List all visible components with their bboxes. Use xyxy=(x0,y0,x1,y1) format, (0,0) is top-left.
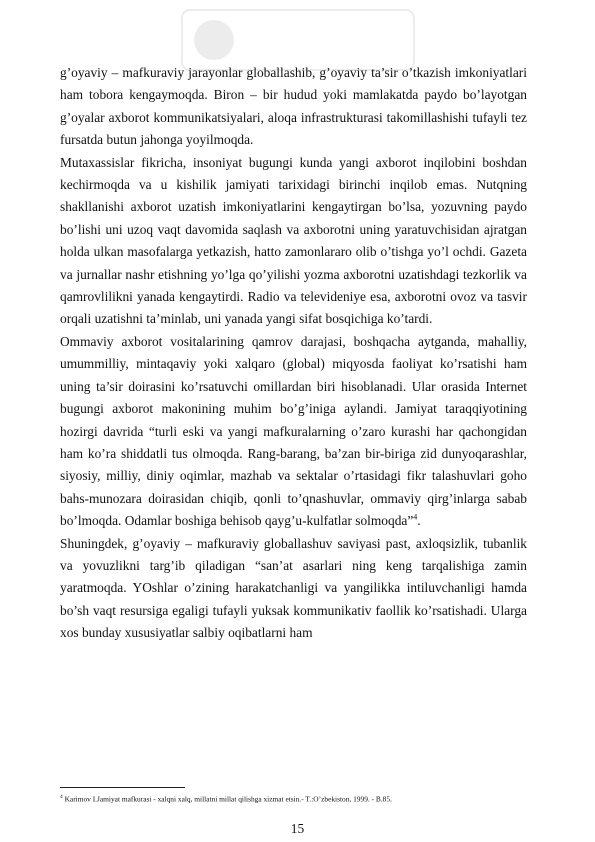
page-number: 15 xyxy=(290,821,305,836)
footnote-number: 4 xyxy=(60,794,63,800)
footnote-divider xyxy=(60,787,185,788)
paragraph-2: Mutaxassislar fikricha, insoniyat bugungi kunda yangi axborot inqilobini boshdan kechirmoqda va u kishilik jamiyati tarixidagi birinchi inqilob emas. Nutqning shakllanishi axborot uzatish imkoniyatlarini kengaytirgan bo’lsa, yozuvning paydo bo’lishi uni uzoq vaqt davomida saqlash va axborotni uning yaratuvchisidan ajratgan holda ulkan masofalarga yetkazish, hatto zamonlararo olib o’tishga yo’l ochdi. Gazeta va jurnallar nashr etishning yo’lga qo’yilishi yozma axborotni uzatishdagi tezkorlik va qamrovlilikni yanada kengaytirdi. Radio va televideniye esa, axborotni ovoz va tasvir orqali uzatishni ta’minlab, uni yanada yangi sifat bosqichiga ko’tardi. xyxy=(60,154,527,327)
paragraph-3-end: . xyxy=(417,513,421,529)
footnote-text: Karimov I.Jamiyat mafkurasi - xalqni xalq, millatni millat qilishga xizmat etsin.- T.:O’zbekiston, 1999. - B.85. xyxy=(62,794,392,804)
footnote xyxy=(60,792,540,804)
paragraph-3 xyxy=(60,331,527,533)
footnote-reference[interactable]: 4 xyxy=(413,512,418,522)
paragraph-4: Shuningdek, g’oyaviy – mafkuraviy globallashuv saviyasi past, axloqsizlik, tubanlik va yovuzlikni targ’ib qiladigan “san’at asarlari ning keng tarqalishiga zamin yaratmoqda. YOshlar o’zining harakatchanligi va yangilikka intiluvchanligi hamda bo’sh vaqt resursiga egaligi tufayli yuksak kommunikativ faollik ko’rsatishadi. Ularga xos bunday xususiyatlar salbiy oqibatlarni ham xyxy=(60,535,527,641)
document-body xyxy=(60,62,527,645)
paragraph-1: g’oyaviy – mafkuraviy jarayonlar globallashib, g’oyaviy ta’sir o’tkazish imkoniyatlari ham tobora kengaymoqda. Biron – bir hudud yoki mamlakatda paydo bo’layotgan g’oyalar axborot kommunikatsiyalari, aloqa infrastrukturasi takomillashishi tufayli tez fursatda butun jahonga yoyilmoqda. xyxy=(60,65,527,148)
paragraph-3-text: Ommaviy axborot vositalarining qamrov darajasi, boshqacha aytganda, mahalliy, umummilliy, mintaqaviy yoki xalqaro (global) miqyosda faoliyat ko’rsatishi ham uning ta’sir doirasini ko’rsatuvchi omillardan biri hisoblanadi. Ular orasida Internet bugungi axborot makonining muhim bo’g’iniga aylandi. Jamiyat taraqqiyotining hozirgi davrida “turli eski va yangi mafkuralarning o’zaro kurashi har qachongidan ham ko’ra shiddatli tus olmoqda. Rang-barang, ba’zan bir-biriga zid dunyoqarashlar, siyosiy, milliy, diniy oqimlar, mazhab va sektalar o’rtasidagi fikr talashuvlari goho bahs-munozara doirasidan chiqib, qonli to’qnashuvlar, ommaviy qirg’inlarga sabab bo’lmoqda. Odamlar boshiga behisob qayg’u-kulfatlar solmoqda” xyxy=(60,333,527,529)
